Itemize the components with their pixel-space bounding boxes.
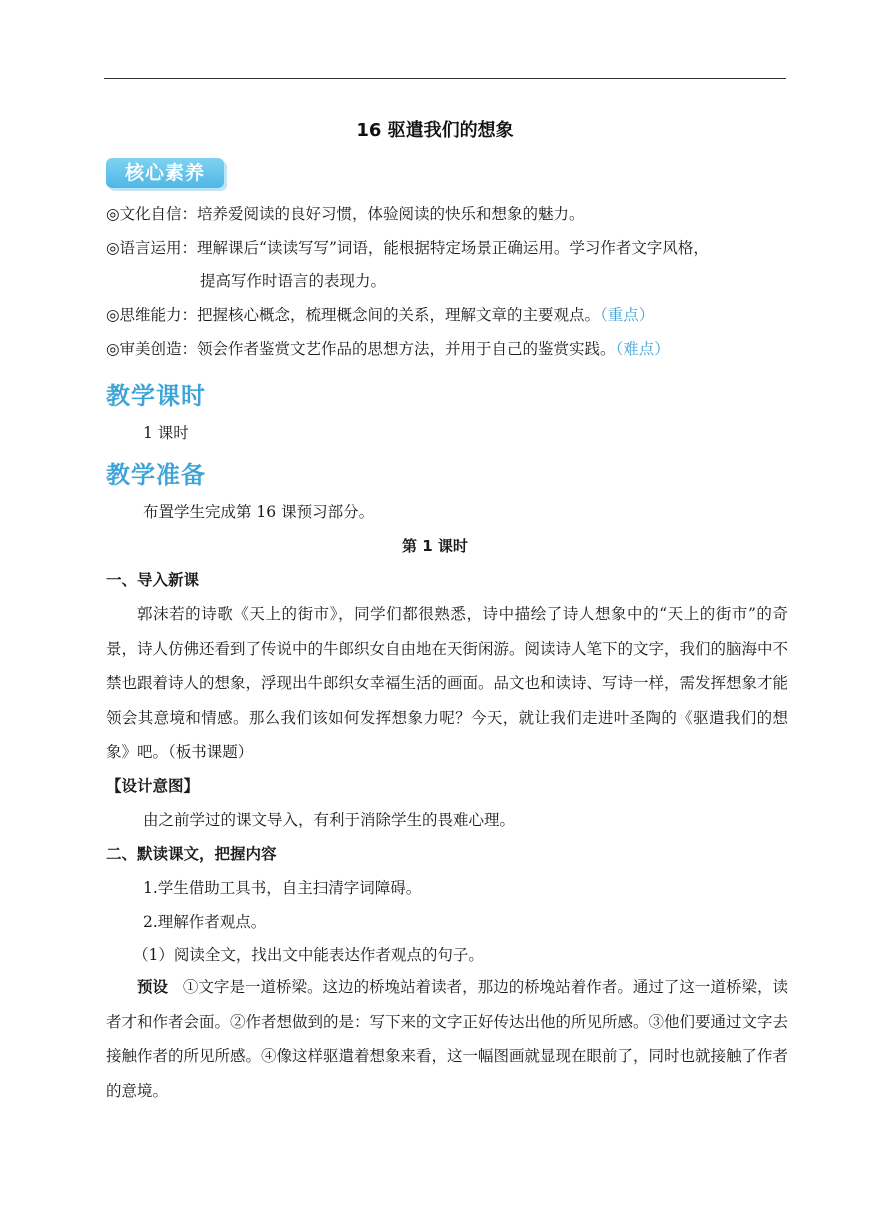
design-intent-heading: 【设计意图】	[106, 777, 200, 795]
part2-step1: 1.学生借助工具书，自主扫清字词障碍。	[143, 879, 422, 897]
key-point-tag: （重点）	[600, 306, 655, 324]
difficult-point-tag: （难点）	[615, 340, 670, 358]
core-literacy-badge	[106, 158, 224, 188]
preset-text: ①文字是一道桥梁。这边的桥堍站着读者，那边的桥堍站着作者。通过了这一道桥梁，读者才和作者会面。②作者想做到的是：写下来的文字正好传达出他的所见所感。③他们要通过文字去接触作者的所见所感。④像这样驱遣着想象来看，这一幅图画就显现在眼前了，同时也就接触了作者的意境。	[106, 978, 789, 1100]
literacy-label: ◎思维能力：	[106, 306, 198, 324]
literacy-item-thinking	[106, 304, 654, 326]
teaching-prep-heading: 教学准备	[106, 461, 206, 489]
literacy-item-language-cont: 提高写作时语言的表现力。	[200, 272, 387, 290]
preset-label: 预设	[137, 978, 169, 996]
literacy-item-culture	[106, 203, 585, 225]
literacy-text: 培养爱阅读的良好习惯，体验阅读的快乐和想象的魅力。	[197, 205, 585, 223]
part2-heading: 二、默读课文，把握内容	[106, 845, 277, 863]
header-rule	[104, 78, 786, 79]
period-heading: 第 1 课时	[402, 537, 468, 555]
literacy-label: ◎文化自信：	[106, 205, 198, 223]
literacy-text: 理解课后“读读写写”词语，能根据特定场景正确运用。学习作者文字风格，	[197, 239, 709, 257]
preset-paragraph	[106, 970, 788, 1108]
part2-step2-1: （1）阅读全文，找出文中能表达作者观点的句子。	[133, 946, 484, 964]
part1-paragraph: 郭沫若的诗歌《天上的街市》，同学们都很熟悉，诗中描绘了诗人想象中的“天上的街市”的奇景，诗人仿佛还看到了传说中的牛郎织女自由地在天街闲游。阅读诗人笔下的文字，我们的脑海中不禁也跟着诗人的想象，浮现出牛郎织女幸福生活的画面。品文也和读诗、写诗一样，需发挥想象才能领会其意境和情感。那么我们该如何发挥想象力呢？今天，就让我们走进叶圣陶的《驱遣我们的想象》吧。（板书课题）	[106, 605, 789, 761]
literacy-text: 领会作者鉴赏文艺作品的思想方法，并用于自己的鉴赏实践。	[197, 340, 616, 358]
part2-step2: 2.理解作者观点。	[143, 913, 267, 931]
literacy-label: ◎语言运用：	[106, 239, 198, 257]
literacy-item-language	[106, 237, 709, 259]
literacy-item-aesthetic	[106, 338, 670, 360]
literacy-label: ◎审美创造：	[106, 340, 198, 358]
part1-heading: 一、导入新课	[106, 571, 200, 589]
design-intent-text: 由之前学过的课文导入，有利于消除学生的畏难心理。	[143, 811, 516, 829]
teaching-prep-text: 布置学生完成第 16 课预习部分。	[143, 503, 375, 521]
lesson-title: 16 驱遣我们的想象	[356, 120, 514, 141]
core-literacy-badge-label: 核心素养	[124, 162, 205, 184]
teaching-hours-heading: 教学课时	[106, 382, 206, 410]
literacy-text: 把握核心概念，梳理概念间的关系，理解文章的主要观点。	[197, 306, 601, 324]
teaching-hours-text: 1 课时	[143, 424, 189, 442]
